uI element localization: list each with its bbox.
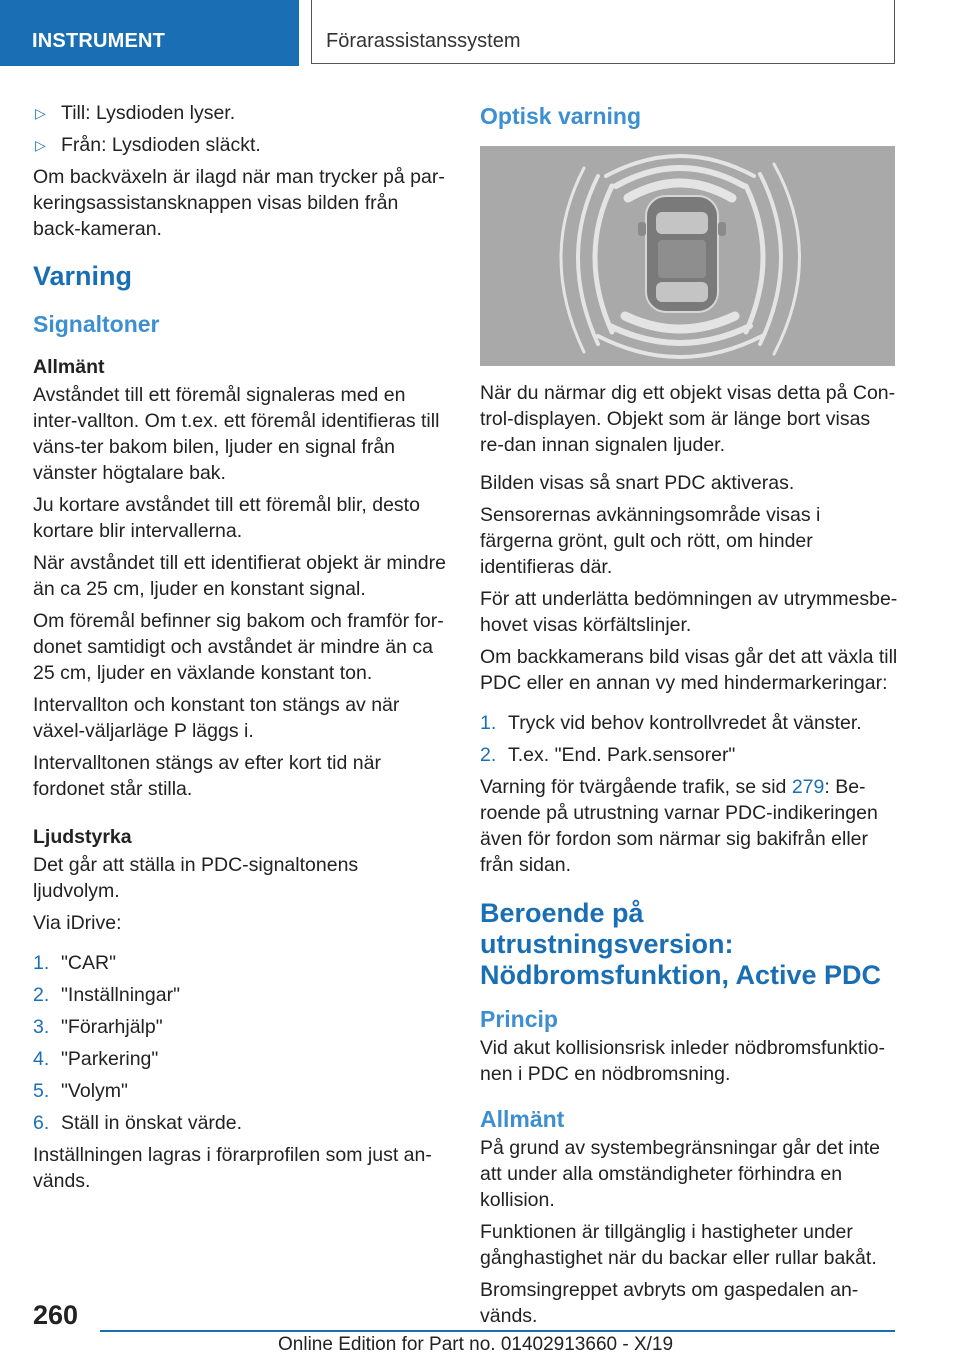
heading-princip: Princip: [480, 1006, 558, 1032]
paragraph: Det går att ställa in PDC-signaltonens ljudvolym.: [33, 854, 359, 902]
heading-allmant-right: Allmänt: [480, 1106, 565, 1132]
bullet-item: ▷ Från: Lysdioden släckt.: [35, 134, 261, 156]
heading-optisk-varning: Optisk varning: [480, 103, 642, 129]
heading-varning: Varning: [33, 261, 133, 291]
paragraph: Bilden visas så snart PDC aktiveras.: [480, 472, 795, 494]
step-item: 2. T.ex. "End. Park.sensorer": [480, 744, 736, 766]
step-item: 4. "Parkering": [33, 1048, 159, 1070]
paragraph: Avståndet till ett föremål signaleras med en inter-vallton. Om t.ex. ett föremål identifieras till väns-ter bakom bilen, ljuder en signal från vänster högtalare bak.: [33, 384, 440, 484]
paragraph: På grund av systembegränsningar går det inte att under alla omständigheter förhindra en kollision.: [480, 1137, 880, 1211]
section-title: INSTRUMENT: [32, 30, 166, 52]
step-item: 5. "Volym": [33, 1080, 128, 1102]
bullet-item: ▷ Till: Lysdioden lyser.: [35, 102, 236, 124]
page-link[interactable]: 279: [791, 776, 825, 798]
step-item: 6. Ställ in önskat värde.: [33, 1112, 243, 1134]
paragraph: Intervalltonen stängs av efter kort tid när fordonet står stilla.: [33, 752, 381, 800]
paragraph: När du närmar dig ett objekt visas detta på Con-trol-displayen. Objekt som är länge bort visas re-dan innan signalen ljuder.: [480, 382, 896, 456]
cross-traffic-paragraph: Varning för tvärgående trafik, se sid 279: Be-roende på utrustning varnar PDC-indikeringen även för fordon som närmar sig bakifrån eller från sidan.: [480, 776, 878, 876]
heading-ljudstyrka: Ljudstyrka: [33, 826, 132, 848]
triangle-bullet-icon: ▷: [35, 137, 46, 153]
chapter-header: [311, 0, 895, 64]
step-item: 1. "CAR": [33, 952, 117, 974]
footer-rule: [100, 1330, 895, 1332]
heading-nodbromsfunktion: Beroende på utrustningsversion: Nödbromsfunktion, Active PDC: [480, 898, 882, 990]
pdc-car-illustration: [480, 146, 895, 366]
paragraph: Ju kortare avståndet till ett föremål blir, desto kortare blir intervallerna.: [33, 494, 420, 542]
chapter-title: Förarassistanssystem: [326, 30, 521, 52]
section-tab: [0, 0, 299, 66]
page-number: 260: [33, 1300, 79, 1330]
step-item: 2. "Inställningar": [33, 984, 180, 1006]
step-item: 1. Tryck vid behov kontrollvredet åt vänster.: [480, 712, 862, 734]
paragraph: Sensorernas avkänningsområde visas i färgerna grönt, gult och rött, om hinder identifieras där.: [480, 504, 821, 578]
footer-edition: Online Edition for Part no. 01402913660 - X/19: [278, 1334, 674, 1355]
pdc-display-image: [480, 146, 895, 366]
triangle-bullet-icon: ▷: [35, 105, 46, 121]
paragraph: Bromsingreppet avbryts om gaspedalen an-vänds.: [480, 1279, 859, 1327]
intro-paragraph: Om backväxeln är ilagd när man trycker på par-keringsassistansknappen visas bilden från back-kameran.: [33, 166, 445, 240]
paragraph: Via iDrive:: [33, 912, 122, 934]
right-column: [480, 100, 898, 1335]
paragraph: Intervallton och konstant ton stängs av när växel-väljarläge P läggs i.: [33, 694, 400, 742]
paragraph: Om backkamerans bild visas går det att växla till PDC eller en annan vy med hindermarkeringar:: [480, 646, 898, 694]
left-column: [33, 100, 450, 1200]
paragraph: För att underlätta bedömningen av utrymmesbe-hovet visas körfältslinjer.: [480, 588, 898, 636]
paragraph: Om föremål befinner sig bakom och framför for-donet samtidigt och avståndet är mindre än ca 25 cm, ljuder en växlande konstant ton.: [33, 610, 444, 684]
paragraph: Funktionen är tillgänglig i hastigheter under gånghastighet när du backar eller rullar bakåt.: [480, 1221, 877, 1269]
paragraph: Inställningen lagras i förarprofilen som just an-vänds.: [33, 1144, 432, 1192]
heading-signaltoner: Signaltoner: [33, 311, 160, 337]
heading-allmant: Allmänt: [33, 356, 105, 378]
paragraph: När avståndet till ett identifierat objekt är mindre än ca 25 cm, ljuder en konstant signal.: [33, 552, 446, 600]
paragraph: Vid akut kollisionsrisk inleder nödbromsfunktio-nen i PDC en nödbromsning.: [480, 1037, 885, 1085]
step-item: 3. "Förarhjälp": [33, 1016, 163, 1038]
